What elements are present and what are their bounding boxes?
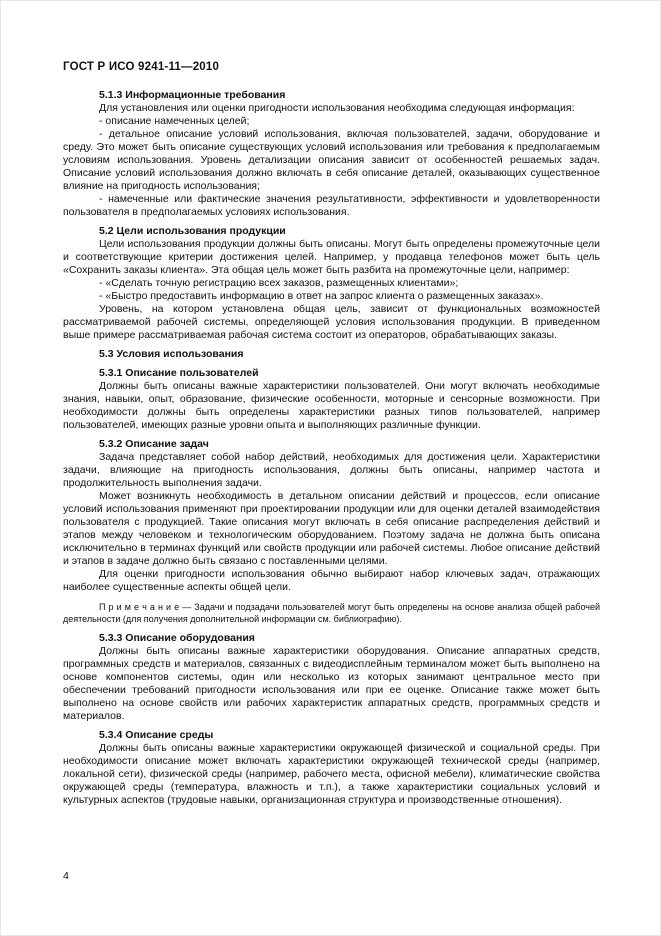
page-number: 4 [63,870,69,882]
paragraph: Может возникнуть необходимость в детальном описании действий и процессов, если описание условий использования применяют при проектировании продукции или для оценки деталей взаимодействия пользователя с продукцией. Такие описания могут включать в себя описание распределения действий и этапов между человеком и технологическим оборудованием. Поэтому задача не должна быть описана исключительно в терминах функций или свойств продукции или рабочей системы. Любое описание действий и этапов в задаче должно быть связано с поставленными целями. [63,490,600,567]
paragraph: Должны быть описаны важные характеристики пользователей. Они могут включать необходимые знания, навыки, опыт, образование, физические особенности, моторные и сенсорные возможности. При необходимости должны быть определены характеристики разных типов пользователей, например пользователей, имеющих разные уровни опыта и выполняющих различные функции. [63,380,600,431]
document-body [63,89,600,807]
note: П р и м е ч а н и е — Задачи и подзадачи пользователей могут быть определены на основе анализа общей рабочей деятельности (для получения дополнительной информации см. библиографию). [63,602,600,624]
list-item: - описание намеченных целей; [99,115,250,127]
heading: 5.2 Цели использования продукции [99,225,286,237]
list-item: - намеченные или фактические значения результативности, эффективности и удовлетворенности пользователя в предполагаемых условиях использования. [63,193,600,218]
heading: 5.3 Условия использования [99,348,244,360]
paragraph: Уровень, на котором установлена общая цель, зависит от функциональных возможностей рассматриваемой рабочей системы, определяющей условия использования продукции. В приведенном выше примере рассматриваемая рабочая система состоит из операторов, обрабатывающих заказы. [63,303,600,341]
list-item: - детальное описание условий использования, включая пользователей, задачи, оборудование и среду. Это может быть описание существующих условий использования или требования к предполагаемым условиям использования. Уровень детализации описания зависит от особенностей решаемых задач. Описание условий использования должно включать в себя описание деталей, оказывающих существенное влияние на пригодность использования; [63,128,600,192]
heading: 5.3.2 Описание задач [99,438,209,450]
heading: 5.3.3 Описание оборудования [99,632,255,644]
list-item: - «Сделать точную регистрацию всех заказов, размещенных клиентами»; [99,277,459,289]
paragraph: Должны быть описаны важные характеристики оборудования. Описание аппаратных средств, программных средств и материалов, связанных с видеодисплейным терминалом может быть выполнено на основе компонентов системы, один или несколько из которых занимают центральное место при обеспечении требований пригодности использования или при ее оценке. Описание также может быть выполнено на основе свойств или рабочих характеристик аппаратных средств, программных средств и материалов. [63,645,600,722]
running-header: ГОСТ Р ИСО 9241-11—2010 [63,61,220,73]
paragraph: Должны быть описаны важные характеристики окружающей физической и социальной среды. При необходимости описание может включать характеристики окружающей технической среды (например, локальной сети), физической среды (например, рабочего места, офисной мебели), климатические свойства окружающей среды (температура, влажность и т.п.), а также характеристики социальных условий и культурных аспектов (трудовые навыки, организационная структура и производственные отношения). [63,742,600,806]
heading: 5.1.3 Информационные требования [99,89,286,101]
paragraph: Цели использования продукции должны быть описаны. Могут быть определены промежуточные цели и соответствующие критерии достижения целей. Например, у продавца телефонов может быть цель «Сохранить заказы клиента». Эта общая цель может быть разбита на промежуточные цели, например: [63,238,600,276]
paragraph: Для установления или оценки пригодности использования необходима следующая информация: [99,102,575,114]
heading: 5.3.1 Описание пользователей [99,367,259,379]
heading: 5.3.4 Описание среды [99,729,214,741]
paragraph: Для оценки пригодности использования обычно выбирают набор ключевых задач, отражающих наиболее существенные аспекты общей цели. [63,568,600,593]
paragraph: Задача представляет собой набор действий, необходимых для достижения цели. Характеристики задачи, влияющие на пригодность использования, должны быть описаны, например частота и продолжительность выполнения задачи. [63,451,600,489]
list-item: - «Быстро предоставить информацию в ответ на запрос клиента о размещенных заказах». [99,290,544,302]
